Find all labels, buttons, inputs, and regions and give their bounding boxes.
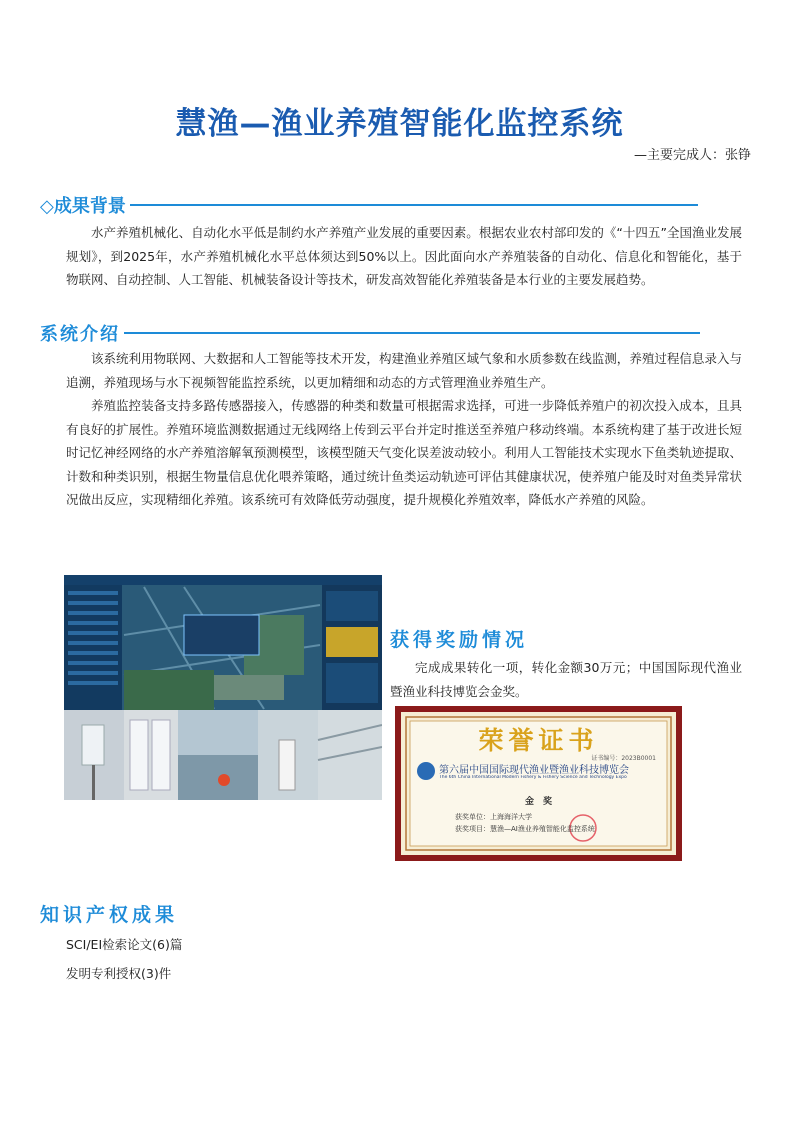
paragraph: 该系统利用物联网、大数据和人工智能等技术开发，构建渔业养殖区域气象和水质参数在线监测，养殖过程信息录入与追溯，养殖现场与水下视频智能监控系统，以更加精细和动态的方式管理渔业养殖生产。 (66, 351, 742, 390)
expo-logo-icon (417, 762, 435, 780)
paragraph: 养殖监控装备支持多路传感器接入，传感器的种类和数量可根据需求选择，可进一步降低养殖户的初次投入成本，且具有良好的扩展性。养殖环境监测数据通过无线网络上传到云平台并定时推送至养殖户移动终端。本系统构建了基于改进长短时记忆神经网络的水产养殖溶解氧预测模型，该模型随天气变化误差波动较小。利用人工智能技术实现水下鱼类轨迹提取、计数和种类识别，根据生物量信息优化喂养策略，通过统计鱼类运动轨迹可评估其健康状况，使养殖户能及时对鱼类异常状况做出反应，实现精细化养殖。该系统可有效降低劳动强度，提升规模化养殖效率，降低水产养殖的风险。 (66, 398, 742, 507)
paragraph: 完成成果转化一项，转化金额30万元；中国国际现代渔业暨渔业科技博览会金奖。 (390, 660, 742, 699)
section-title-ipr: 知识产权成果 (40, 904, 179, 926)
section-header-ipr (40, 900, 178, 927)
certificate-project: 获奖项目：慧渔—AI渔业养殖智能化监控系统 (455, 825, 595, 833)
certificate-unit: 获奖单位：上海海洋大学 (455, 813, 532, 821)
intro-text (66, 347, 742, 512)
author-line: —主要完成人：张铮 (633, 148, 751, 163)
certificate-title: 荣誉证书 (478, 726, 599, 755)
section-header-awards (390, 625, 528, 652)
certificate-expo-en: The 6th China International Modern Fishery & Fishery Science and Technology Expo (439, 775, 627, 780)
ipr-item: 发明专利授权(3)件 (66, 966, 172, 981)
system-photos (64, 575, 382, 800)
award-certificate (395, 706, 682, 861)
dashboard-and-site-photos (64, 575, 382, 800)
certificate-number: 证书编号：2023B0001 (591, 755, 656, 762)
ipr-item: SCI/EI检索论文(6)篇 (66, 937, 183, 952)
paragraph: 水产养殖机械化、自动化水平低是制约水产养殖产业发展的重要因素。根据农业农村部印发的《“十四五”全国渔业发展规划》，到2025年，水产养殖机械化水平总体须达到50%以上。因此面向水产养殖装备的自动化、信息化和智能化，基于物联网、自动控制、人工智能、机械装备设计等技术，研发高效智能化养殖装备是本行业的主要发展趋势。 (66, 225, 742, 287)
section-header-background (40, 192, 698, 218)
certificate-expo-cn: 第六届中国国际现代渔业暨渔业科技博览会 (439, 765, 629, 776)
section-title-background: ◇成果背景 (40, 196, 126, 217)
background-text (66, 221, 742, 292)
page-title: 慧渔—渔业养殖智能化监控系统 (175, 106, 624, 142)
section-header-intro (40, 320, 700, 346)
certificate-award: 金 奖 (524, 797, 552, 807)
section-divider (130, 204, 698, 206)
section-title-intro: 系统介绍 (40, 324, 120, 345)
section-divider (124, 332, 700, 334)
section-title-awards: 获得奖励情况 (390, 629, 529, 651)
awards-text (390, 656, 742, 703)
